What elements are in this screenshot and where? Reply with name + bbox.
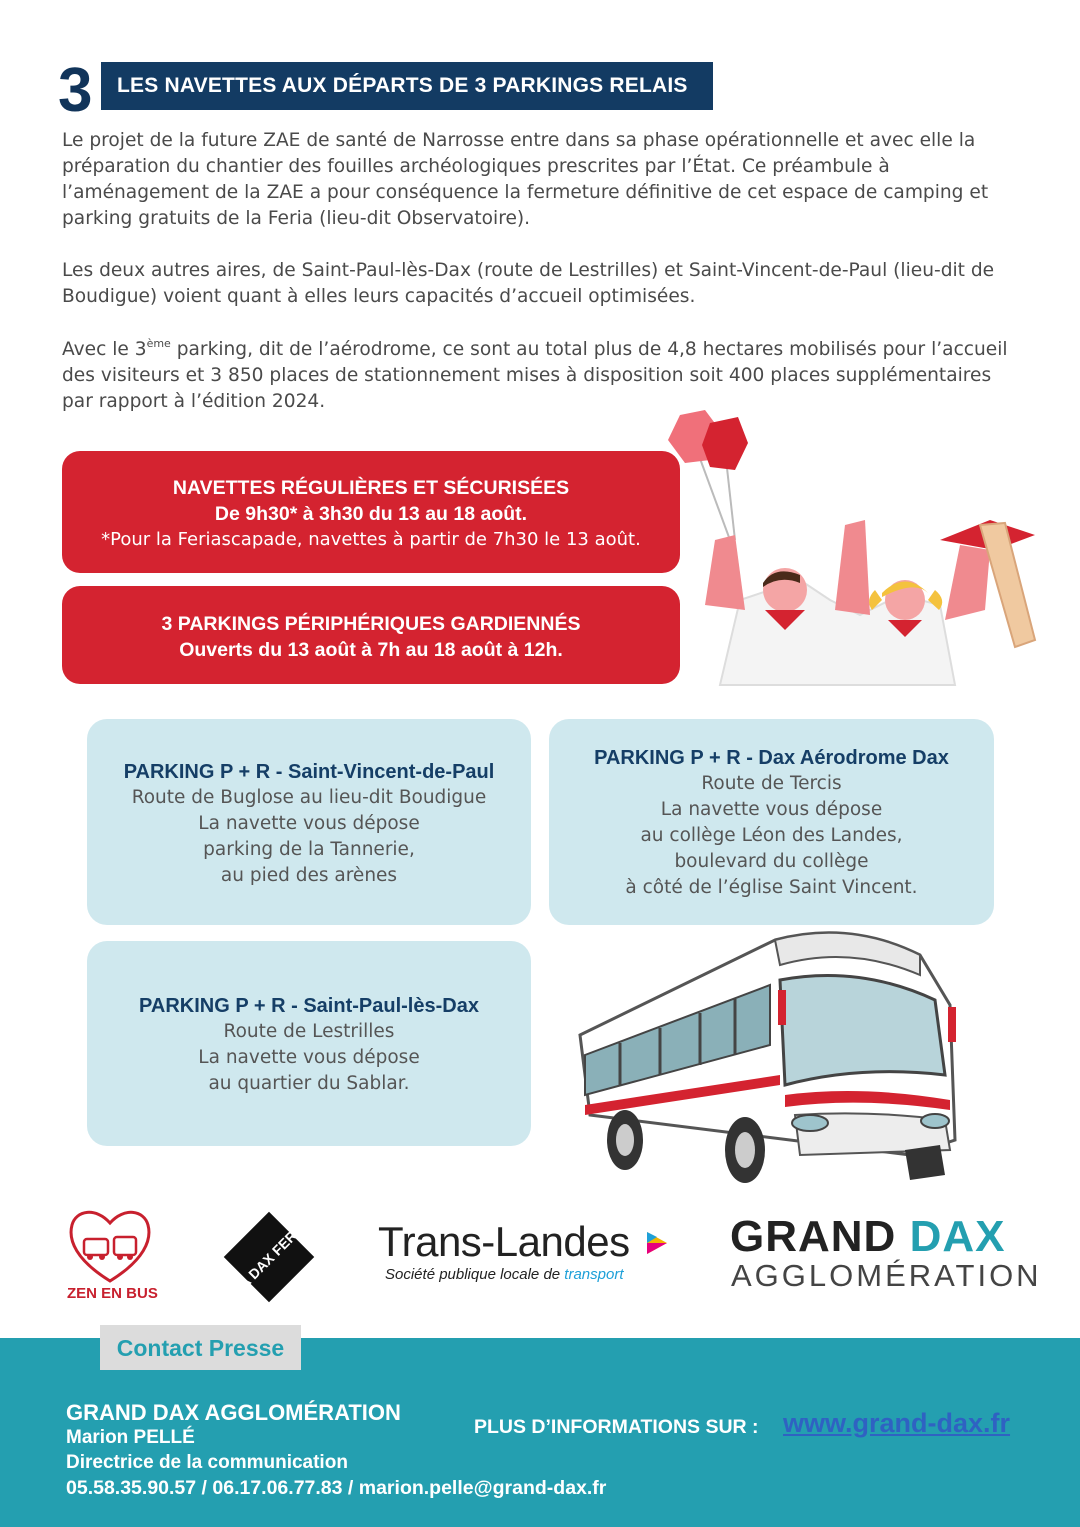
parking-card-title: PARKING P + R - Dax Aérodrome Dax [594,747,949,769]
parking-card-line: au quartier du Sablar. [208,1073,410,1094]
paragraph-intro: Le projet de la future ZAE de santé de Narrosse entre dans sa phase opérationnelle et avec elle la préparation du chantier des fouilles archéologiques prescrites par l’État. Ce préambule à l’aménagement de la ZAE a pour conséquence la fermeture définitive de cet espace de camping et parking gratuits de la Feria (lieu-dit Observatoire). [62,130,989,229]
contact-organization: GRAND DAX AGGLOMÉRATION [66,1400,401,1425]
trans-landes-logo-text [378,1218,630,1266]
dax-word: DAX [909,1212,1006,1261]
ordinal-suffix: ème [146,337,171,350]
parking-card-line: Route de Buglose au lieu-dit Boudigue [131,787,487,808]
contact-role: Directrice de la communication [66,1452,348,1473]
zen-en-bus-label: ZEN EN BUS [67,1285,158,1302]
parking-card-saint-vincent [87,719,531,925]
trans-landes-subtitle [385,1266,624,1283]
parking-card-line: au pied des arènes [220,865,398,886]
parking-card-title: PARKING P + R - Saint-Paul-lès-Dax [139,995,479,1017]
festival-illustration [660,405,1060,715]
navettes-box [62,451,680,573]
la-dax-feria-logo-text: LA DAX FERIA [229,1217,310,1298]
parking-card-line: boulevard du collège [674,851,869,872]
parking-card-title: PARKING P + R - Saint-Vincent-de-Paul [123,761,495,783]
trans-landes-sub-b: transport [564,1266,624,1283]
trans-landes-name: Trans-Landes [378,1218,630,1265]
grand-dax-word: GRAND [730,1212,910,1261]
navettes-note: *Pour la Feriascapade, navettes à partir de 7h30 le 13 août. [101,529,641,550]
website-link[interactable]: www.grand-dax.fr [783,1408,1011,1438]
paragraph-other-areas: Les deux autres aires, de Saint-Paul-lès-Dax (route de Lestrilles) et Saint-Vincent-de-Paul (lieu-dit de Boudigue) voient quant à elles leurs capacités d’accueil optimisées. [62,260,995,307]
paragraph-capacity-a: Avec le 3 [62,339,147,360]
navettes-hours: De 9h30* à 3h30 du 13 au 18 août. [214,503,528,525]
parking-card-line: Route de Tercis [701,773,842,794]
section-title: LES NAVETTES AUX DÉPARTS DE 3 PARKINGS RELAIS [101,62,713,110]
parking-card-saint-paul [87,941,531,1146]
parking-card-line: La navette vous dépose [198,813,420,834]
more-info-label: PLUS D’INFORMATIONS SUR : [474,1416,759,1438]
parking-card-line: La navette vous dépose [198,1047,420,1068]
trans-landes-arrow-icon [645,1230,669,1256]
paragraph-capacity-b: parking, dit de l’aérodrome, ce sont au total plus de 4,8 hectares mobilisés pour l’accueil des visiteurs et 3 850 places de stationnement mises à disposition soit 400 places supplémentaires par rapport à l’édition 2024. [62,339,1008,412]
contact-name: Marion PELLÉ [66,1427,195,1448]
navettes-title: NAVETTES RÉGULIÈRES ET SÉCURISÉES [172,477,570,499]
contact-phones-email: 05.58.35.90.57 / 06.17.06.77.83 / marion.pelle@grand-dax.fr [66,1477,607,1499]
paragraph-capacity [62,337,1022,415]
bus-illustration [570,925,965,1190]
parking-card-line: La navette vous dépose [660,799,883,820]
parking-card-line: Route de Lestrilles [223,1021,395,1042]
grand-dax-logo-title [730,1212,1005,1262]
parkings-info-title: 3 PARKINGS PÉRIPHÉRIQUES GARDIENNÉS [161,613,581,635]
la-dax-feria-logo [219,1207,319,1307]
parking-card-line: à côté de l’église Saint Vincent. [625,877,918,898]
trans-landes-sub-a: Société publique locale de [385,1266,565,1283]
grand-dax-logo-subtitle: AGGLOMÉRATION [731,1258,1042,1293]
contact-presse-tab: Contact Presse [100,1325,301,1370]
section-number: 3 [58,56,93,125]
zen-en-bus-heart-icon [66,1205,154,1285]
parkings-info-hours: Ouverts du 13 août à 7h au 18 août à 12h. [179,639,563,661]
parkings-info-box [62,586,680,684]
parking-card-aerodrome [549,719,994,925]
parking-card-line: parking de la Tannerie, [203,839,415,860]
parking-card-line: au collège Léon des Landes, [640,825,903,846]
